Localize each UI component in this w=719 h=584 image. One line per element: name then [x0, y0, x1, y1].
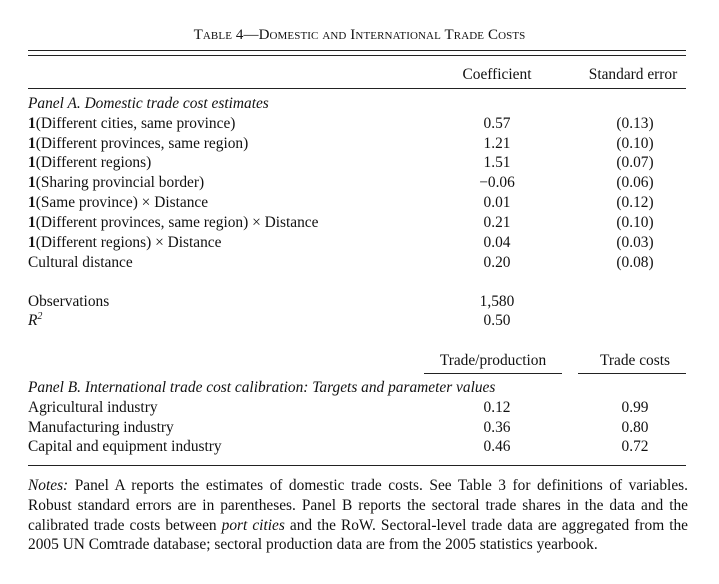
header-rule-trade-costs [578, 373, 686, 374]
se-cell: (0.03) [616, 234, 654, 251]
row-label: Agricultural industry [28, 399, 158, 416]
se-cell: (0.10) [616, 135, 654, 152]
table-row [28, 173, 204, 193]
r-squared-value: 0.50 [483, 312, 511, 329]
indicator-one: 1 [28, 194, 36, 211]
row-label: Capital and equipment industry [28, 438, 222, 455]
indicator-one: 1 [28, 174, 36, 191]
notes-lead: Notes: [28, 477, 69, 494]
table-title-main: Domestic and International Trade Costs [258, 27, 526, 43]
table-row [28, 193, 208, 213]
row-label: (Different regions) [35, 154, 152, 171]
header-trade-production: Trade/production [439, 352, 547, 369]
coef-cell: 0.57 [483, 115, 511, 132]
indicator-one: 1 [28, 135, 36, 152]
top-rule-1 [28, 50, 686, 51]
table-title-prefix: Table 4— [193, 27, 259, 43]
trade-costs-cell: 0.99 [621, 399, 649, 416]
se-cell: (0.06) [616, 174, 654, 191]
table-notes [28, 476, 688, 555]
notes-text-2: and the RoW. Sectoral-level trade data are aggregated from the 2005 UN Comtrade database; sectoral production data are from the 2005 statistics yearbook. [28, 516, 689, 554]
notes-emphasis: port cities [221, 516, 285, 534]
coef-cell: 1.21 [483, 135, 511, 152]
trade-production-cell: 0.12 [483, 399, 511, 416]
se-cell: (0.13) [616, 115, 654, 132]
top-rule-2 [28, 55, 686, 56]
row-label: (Different cities, same province) [35, 115, 236, 132]
table-row [28, 233, 221, 253]
indicator-one: 1 [28, 115, 36, 132]
indicator-one: 1 [28, 154, 36, 171]
row-label: (Different provinces, same region) [35, 135, 249, 152]
header-rule [28, 88, 686, 89]
table-row [28, 253, 133, 273]
row-label: Cultural distance [28, 254, 133, 271]
header-trade-costs: Trade costs [600, 352, 670, 369]
row-label: (Different regions) × Distance [35, 234, 222, 251]
table-row [28, 418, 174, 438]
row-label: (Same province) × Distance [35, 194, 209, 211]
header-standard-error: Standard error [588, 66, 678, 83]
coef-cell: −0.06 [479, 174, 515, 191]
r-squared-sup: 2 [37, 310, 43, 322]
observations-value: 1,580 [479, 293, 515, 310]
coef-cell: 1.51 [483, 154, 511, 171]
table-title [0, 27, 719, 44]
r-squared-label [28, 311, 42, 331]
header-rule-trade-production [424, 373, 562, 374]
se-cell: (0.07) [616, 154, 654, 171]
row-label: (Different provinces, same region) × Distance [35, 214, 319, 231]
row-label: Manufacturing industry [28, 419, 174, 436]
observations-label: Observations [28, 293, 110, 310]
coef-cell: 0.04 [483, 234, 511, 251]
row-label: (Sharing provincial border) [35, 174, 205, 191]
se-cell: (0.08) [616, 254, 654, 271]
coef-cell: 0.20 [483, 254, 511, 271]
table-row [28, 398, 158, 418]
table-row [28, 114, 235, 134]
indicator-one: 1 [28, 234, 36, 251]
se-cell: (0.12) [616, 194, 654, 211]
coef-cell: 0.21 [483, 214, 511, 231]
indicator-one: 1 [28, 214, 36, 231]
trade-costs-cell: 0.80 [621, 419, 649, 436]
trade-production-cell: 0.36 [483, 419, 511, 436]
notes-text-1: Panel A reports the estimates of domestic trade costs. See Table 3 for definitions of variables. Robust standard errors are in parentheses. Panel B reports the sectoral trade shares in the data and the calibrated trade costs between [28, 477, 688, 534]
trade-production-cell: 0.46 [483, 438, 511, 455]
table-row [28, 153, 151, 173]
table-row [28, 213, 318, 233]
bottom-rule [28, 465, 686, 466]
panel-b-title: Panel B. International trade cost calibration: Targets and parameter values [28, 379, 496, 396]
table-row [28, 437, 222, 457]
coef-cell: 0.01 [483, 194, 511, 211]
r-squared-letter: R [28, 312, 38, 329]
table-row [28, 134, 248, 154]
trade-costs-cell: 0.72 [621, 438, 649, 455]
se-cell: (0.10) [616, 214, 654, 231]
header-coefficient: Coefficient [462, 66, 532, 83]
panel-a-title: Panel A. Domestic trade cost estimates [28, 95, 269, 112]
